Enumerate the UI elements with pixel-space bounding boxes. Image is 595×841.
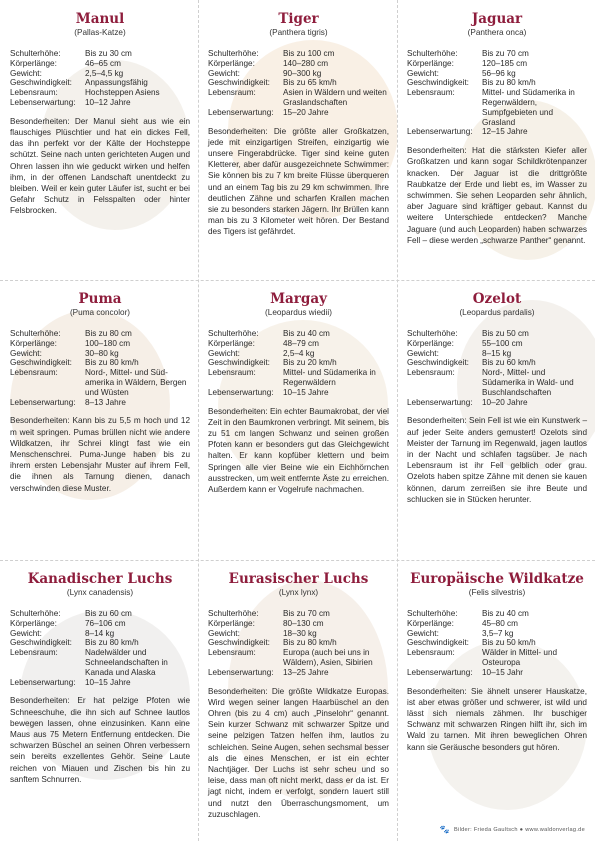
fact-value: Hochsteppen Asiens [85, 88, 160, 98]
fact-row [208, 648, 389, 668]
fact-row [407, 88, 587, 127]
fact-label: Körperlänge: [208, 58, 255, 68]
fact-row [407, 609, 587, 619]
fact-row [10, 69, 190, 79]
fact-label: Geschwindigkeit: [407, 638, 469, 648]
fact-value: 90–300 kg [283, 68, 322, 78]
fact-value: Bis zu 40 cm [283, 329, 330, 338]
fact-value: Asien in Wäldern und weiten Graslandschaften [283, 88, 387, 107]
fact-label: Körperlänge: [10, 58, 57, 68]
fact-row [10, 619, 190, 629]
fact-row [208, 358, 389, 368]
animal-name: Kanadischer Luchs [27, 571, 173, 587]
fact-row [10, 339, 190, 349]
animal-description: Besonderheiten: Kann bis zu 5,5 m hoch und 12 m weit springen. Pumas brüllen nicht wie andere Wildkatzen, ihr Schrei klingt fast wie ein Menschenschrei. Puma-Junge haben bis zu ihrem ersten Lebensjahr Muster auf ihrem Fell, die ihnen als Tarnung dienen, danach verschwinden diese Muster. [10, 416, 190, 493]
fact-label: Schulterhöhe: [10, 329, 61, 338]
fact-value: 140–280 cm [283, 58, 329, 68]
animal-card [0, 280, 198, 560]
animal-name: Manul [75, 11, 125, 27]
facts-table [407, 49, 587, 137]
fact-label: Lebensraum: [10, 88, 58, 98]
fact-row [208, 629, 389, 639]
fact-label: Lebenserwartung: [208, 667, 274, 677]
fact-value: Bis zu 50 km/h [482, 638, 536, 648]
cut-line-horizontal [0, 280, 595, 281]
fact-value: 2,5–4 kg [283, 348, 315, 358]
fact-row [407, 49, 587, 59]
fact-label: Schulterhöhe: [10, 609, 61, 618]
fact-row [407, 638, 587, 648]
latin-name: (Lynx lynx) [278, 588, 319, 597]
fact-label: Geschwindigkeit: [10, 78, 72, 88]
fact-value: 18–30 kg [283, 628, 317, 638]
fact-value: 10–15 Jahre [283, 387, 329, 397]
fact-row [208, 349, 389, 359]
fact-value: Nord-, Mittel- und Südamerika in Wäldern, Bergen und Wüsten [85, 368, 187, 397]
latin-name: (Felis silvestris) [468, 588, 526, 597]
fact-label: Gewicht: [407, 68, 439, 78]
fact-row [10, 358, 190, 368]
fact-row [208, 368, 389, 388]
fact-label: Lebensraum: [208, 368, 256, 378]
fact-row [10, 329, 190, 339]
latin-name: (Leopardus pardalis) [459, 308, 535, 317]
fact-row [407, 329, 587, 339]
fact-label: Schulterhöhe: [407, 49, 458, 58]
fact-value: Bis zu 30 cm [85, 49, 132, 58]
fact-row [407, 339, 587, 349]
fact-label: Lebensraum: [407, 88, 455, 98]
fact-row [208, 108, 389, 118]
animal-card [198, 280, 397, 560]
fact-row [208, 609, 389, 619]
fact-row [407, 398, 587, 408]
animal-card [397, 280, 595, 560]
animal-name: Jaguar [471, 11, 523, 27]
fact-row [10, 638, 190, 648]
fact-row [407, 59, 587, 69]
fact-value: 8–13 Jahre [85, 397, 126, 407]
fact-row [208, 78, 389, 88]
fact-row [10, 59, 190, 69]
fact-value: Bis zu 70 cm [482, 49, 529, 58]
fact-label: Lebensraum: [407, 648, 455, 658]
animal-card [198, 0, 397, 280]
facts-table [208, 329, 389, 398]
fact-row [407, 358, 587, 368]
animal-description: Besonderheiten: Sie ähnelt unserer Hauskatze, ist aber etwas größer und schwerer, ist wild und lässt sich niemals zähmen. Ihr buschiger Schwanz mit schwarzen Ringen hilft ihr, sich im Wald zu tarnen. Mit ihren beweglichen Ohren kann sie Geräusche besonders gut hören. [407, 686, 587, 752]
fact-row [407, 619, 587, 629]
fact-row [407, 127, 587, 137]
fact-row [208, 638, 389, 648]
fact-value: Nadelwälder und Schneelandschaften in Kanada und Alaska [85, 648, 168, 677]
facts-table [407, 609, 587, 678]
fact-row [208, 49, 389, 59]
fact-value: Nord-, Mittel- und Südamerika in Wald- und Buschlandschaften [482, 368, 574, 397]
fact-label: Körperlänge: [407, 618, 454, 628]
fact-value: 80–130 cm [283, 618, 324, 628]
fact-label: Schulterhöhe: [208, 609, 259, 618]
facts-table [10, 329, 190, 407]
fact-row [10, 78, 190, 88]
fact-label: Geschwindigkeit: [10, 358, 72, 368]
facts-table [407, 329, 587, 407]
fact-value: 2,5–4,5 kg [85, 68, 124, 78]
latin-name: (Panthera tigris) [269, 28, 328, 37]
fact-row [208, 88, 389, 108]
fact-row [407, 349, 587, 359]
fact-value: 100–180 cm [85, 338, 131, 348]
fact-value: 10–15 Jahr [482, 667, 523, 677]
fact-value: Bis zu 80 km/h [85, 358, 139, 368]
cut-line-horizontal [0, 560, 595, 561]
fact-value: 3,5–7 kg [482, 628, 514, 638]
animal-description: Besonderheiten: Ein echter Baumakrobat, der viel Zeit in den Baumkronen verbringt. Mit seinem, bis zu 51 cm langen Schwanz und seinen großen Pfoten kann er besonders gut das Gleichgewicht halten. Er kann kopfüber klettern und beim Springen alle vier Beine wie ein Eichhörnchen ausstrecken, um weit entfernte Äste zu erreichen. Außerdem kann er Vogelrufe nachmachen. [208, 406, 389, 494]
animal-name: Europäische Wildkatze [410, 571, 584, 587]
fact-row [10, 49, 190, 59]
fact-value: 30–80 kg [85, 348, 119, 358]
fact-label: Gewicht: [407, 348, 439, 358]
animal-name: Puma [78, 291, 122, 307]
cut-line-vertical [198, 0, 199, 841]
fact-row [208, 69, 389, 79]
animal-name: Tiger [278, 11, 319, 27]
animal-card [0, 560, 198, 841]
animal-name: Margay [270, 291, 327, 307]
fact-value: Bis zu 60 km/h [482, 358, 536, 368]
fact-value: 8–15 kg [482, 348, 512, 358]
fact-value: 10–12 Jahre [85, 97, 131, 107]
fact-label: Schulterhöhe: [208, 49, 259, 58]
fact-label: Gewicht: [208, 68, 240, 78]
fact-label: Lebenserwartung: [10, 397, 76, 407]
animal-description: Besonderheiten: Die größte Wildkatze Europas. Wird wegen seiner langen Haarbüschel an den Ohren (bis zu 4 cm) auch „Pinselohr“ genannt. Sein kurzer Schwanz mit schwarzer Spitze und seine pelzigen Tatzen helfen ihm, lautlos zu schleichen. Seine Augen, sehen sechsmal besser als die eines Menschen, er ist ein echter Nachtjäger. Der Luchs ist sehr scheu und so leise, dass man oft nicht merkt, dass er da ist. Er jagt nicht, indem er verfolgt, sondern lauert still und nutzt den Überraschungsmoment, um zuzuschlagen. [208, 686, 389, 819]
latin-name: (Puma concolor) [69, 308, 131, 317]
fact-label: Geschwindigkeit: [208, 78, 270, 88]
animal-description: Besonderheiten: Sein Fell ist wie ein Kunstwerk – auf jeder Seite anders gemustert! Ozelots sind Meister der Tarnung im Regenwald, jagen lautlos in der Nacht und schlafen tagsüber. Je nach Lebensraum ist ihr Fell gelblich oder grau. Ozelots haben spitze Zähne mit denen sie kauen können, darum zerreißen sie ihre Beute und schlucken sie in Stücken herunter. [407, 416, 587, 504]
facts-table [10, 49, 190, 108]
fact-value: 12–15 Jahre [482, 127, 528, 137]
fact-row [10, 88, 190, 98]
fact-label: Geschwindigkeit: [407, 78, 469, 88]
fact-label: Körperlänge: [10, 618, 57, 628]
fact-value: Bis zu 80 km/h [482, 78, 536, 88]
fact-label: Geschwindigkeit: [208, 358, 270, 368]
fact-label: Körperlänge: [10, 338, 57, 348]
fact-label: Lebenserwartung: [407, 667, 473, 677]
fact-label: Geschwindigkeit: [407, 358, 469, 368]
fact-value: Bis zu 80 km/h [85, 638, 139, 648]
animal-description: Besonderheiten: Der Manul sieht aus wie ein flauschiges Plüschtier und hat ein dickes Fell, das ihn perfekt vor der Kälte der Hochsteppe schützt. Seine nach unten gerichteten Augen und Ohren lassen ihn wie geduckt wirken und helfen ihm, in der offenen Landschaft unentdeckt zu bleiben. Weil er kein guter Läufer ist, sucht er bei Gefahr Schutz in Felsspalten oder hinter Felsbrocken. [10, 116, 190, 216]
fact-value: 56–96 kg [482, 68, 516, 78]
fact-label: Gewicht: [208, 348, 240, 358]
cut-line-vertical [397, 0, 398, 841]
fact-label: Lebenserwartung: [10, 97, 76, 107]
fact-row [10, 98, 190, 108]
paw-icon: 🐾 [439, 825, 451, 834]
fact-value: 48–79 cm [283, 338, 319, 348]
fact-value: 15–20 Jahre [283, 107, 329, 117]
animal-card [198, 560, 397, 841]
fact-label: Lebensraum: [208, 88, 256, 98]
fact-label: Körperlänge: [208, 338, 255, 348]
fact-value: Bis zu 65 km/h [283, 78, 337, 88]
fact-row [10, 349, 190, 359]
animal-card [397, 560, 595, 841]
fact-row [10, 368, 190, 397]
fact-row [407, 629, 587, 639]
fact-row [10, 678, 190, 688]
footer-credit: Bilder: Frieda Gaultsch ● www.waldonverlag.de [454, 826, 585, 833]
fact-label: Lebenserwartung: [407, 127, 473, 137]
fact-row [407, 78, 587, 88]
fact-label: Lebensraum: [208, 648, 256, 658]
fact-label: Lebensraum: [10, 648, 58, 658]
fact-value: Bis zu 80 km/h [283, 638, 337, 648]
animal-card [0, 0, 198, 280]
facts-table [10, 609, 190, 687]
fact-value: 46–65 cm [85, 58, 121, 68]
fact-value: 55–100 cm [482, 338, 523, 348]
fact-value: Bis zu 50 cm [482, 329, 529, 338]
fact-row [208, 668, 389, 678]
latin-name: (Pallas-Katze) [74, 28, 126, 37]
fact-row [10, 398, 190, 408]
fact-row [407, 648, 587, 668]
fact-label: Lebensraum: [10, 368, 58, 378]
fact-value: Bis zu 70 cm [283, 609, 330, 618]
fact-value: Wälder in Mittel- und Osteuropa [482, 648, 558, 667]
latin-name: (Lynx canadensis) [66, 588, 134, 597]
fact-value: Mittel- und Südamerika in Regenwäldern [283, 368, 376, 387]
fact-label: Geschwindigkeit: [208, 638, 270, 648]
facts-table [208, 49, 389, 118]
fact-label: Lebenserwartung: [10, 677, 76, 687]
footer [440, 825, 585, 834]
fact-value: 8–14 kg [85, 628, 115, 638]
animal-card [397, 0, 595, 280]
fact-value: Mittel- und Südamerika in Regenwäldern, Sumpfgebieten und Grasland [482, 88, 575, 127]
latin-name: (Panthera onca) [467, 28, 527, 37]
fact-row [208, 329, 389, 339]
fact-value: Bis zu 40 cm [482, 609, 529, 618]
fact-row [10, 648, 190, 677]
fact-label: Schulterhöhe: [10, 49, 61, 58]
fact-label: Lebenserwartung: [208, 107, 274, 117]
animal-description: Besonderheiten: Er hat pelzige Pfoten wie Schneeschuhe, die ihn sich auf Schnee lautlos bewegen lassen, ohne einzusinken. Kann eine Maus aus 75 Metern Entfernung entdecken. Die schwarzen Büschel an seinen Ohren verbessern sein bereits exzellentes Gehör. Seine Laute reichen von Miauen und Zischen bis hin zu sanftem Schnurren. [10, 696, 190, 784]
fact-label: Körperlänge: [407, 58, 454, 68]
fact-value: Bis zu 100 cm [283, 49, 335, 58]
fact-value: 10–15 Jahre [85, 677, 131, 687]
fact-label: Lebenserwartung: [208, 387, 274, 397]
fact-row [407, 69, 587, 79]
fact-row [208, 388, 389, 398]
fact-label: Schulterhöhe: [407, 329, 458, 338]
fact-label: Gewicht: [10, 348, 42, 358]
fact-label: Schulterhöhe: [407, 609, 458, 618]
fact-label: Schulterhöhe: [208, 329, 259, 338]
fact-value: Bis zu 20 km/h [283, 358, 337, 368]
facts-table [208, 609, 389, 678]
fact-row [208, 619, 389, 629]
fact-value: Europa (auch bei uns in Wäldern), Asien, Sibirien [283, 648, 373, 667]
latin-name: (Leopardus wiedii) [265, 308, 332, 317]
fact-row [407, 668, 587, 678]
fact-label: Gewicht: [407, 628, 439, 638]
animal-description: Besonderheiten: Die größte aller Großkatzen, jede mit einzigartigen Streifen, einzigartig wie unsere Fingerabdrücke. Tiger sind keine guten Kletterer, aber dafür ausgezeichnete Schwimmer: Sie können bis zu 7 km breite Flüsse überqueren und an einem Tag bis zu 29 km schwimmen. Ihre deutlichen Zähne und scharfen Krallen machen sie zu besonders starken Jägern. Ihr Brüllen kann man bis zu 3 Kilometer weit hören. Der Bestand des Tigers ist gefährdet. [208, 126, 389, 237]
fact-label: Körperlänge: [208, 618, 255, 628]
animal-name: Eurasischer Luchs [228, 571, 369, 587]
fact-value: 13–25 Jahre [283, 667, 329, 677]
fact-label: Lebensraum: [407, 368, 455, 378]
fact-value: 10–20 Jahre [482, 397, 528, 407]
animal-description: Besonderheiten: Hat die stärksten Kiefer aller Großkatzen und kann sogar Schildkrötenpanzer knacken. Der Jaguar ist die drittgrößte Raubkatze der Erde und liebt es, im Wasser zu schwimmen. Sie sehen Leoparden sehr ähnlich, aber Jaguare sind kräftiger gebaut. Kannst du weitere Unterschiede entdecken? Manche Jaguare (und auch Leoparden) haben schwarzes Fell – diese werden „schwarze Panther“ genannt. [407, 146, 587, 245]
fact-row [208, 59, 389, 69]
fact-label: Körperlänge: [407, 338, 454, 348]
fact-value: Bis zu 80 cm [85, 329, 132, 338]
fact-row [10, 629, 190, 639]
fact-label: Gewicht: [10, 628, 42, 638]
fact-label: Geschwindigkeit: [10, 638, 72, 648]
fact-value: Anpassungsfähig [85, 78, 148, 88]
fact-label: Gewicht: [10, 68, 42, 78]
fact-row [407, 368, 587, 397]
animal-name: Ozelot [472, 291, 522, 307]
fact-value: Bis zu 60 cm [85, 609, 132, 618]
fact-value: 76–106 cm [85, 618, 126, 628]
fact-label: Lebenserwartung: [407, 397, 473, 407]
fact-row [10, 609, 190, 619]
fact-value: 120–185 cm [482, 58, 528, 68]
fact-label: Gewicht: [208, 628, 240, 638]
fact-row [208, 339, 389, 349]
fact-value: 45–80 cm [482, 618, 518, 628]
